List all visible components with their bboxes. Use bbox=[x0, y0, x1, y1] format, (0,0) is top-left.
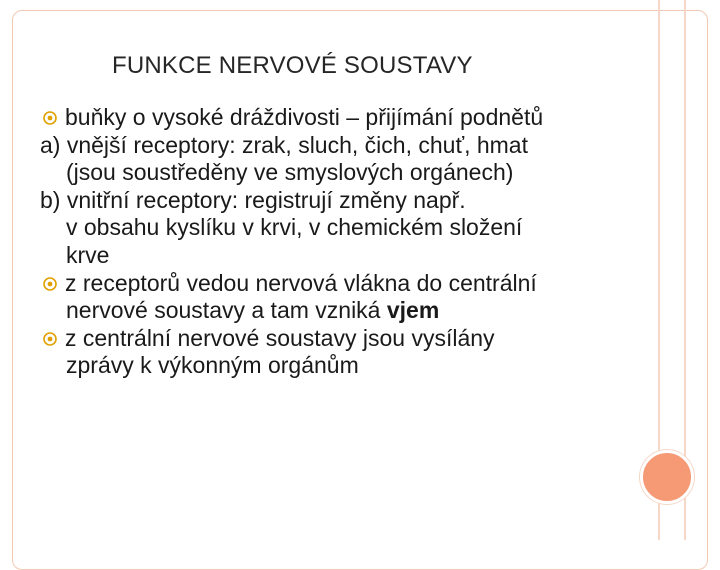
list-item-continuation bbox=[40, 352, 655, 380]
bullet-item bbox=[40, 270, 655, 298]
line-text: nervové soustavy a tam vzniká bbox=[66, 297, 387, 324]
list-item bbox=[40, 132, 655, 160]
list-item-continuation bbox=[40, 242, 655, 270]
decorative-circle bbox=[640, 450, 694, 504]
line-text: zprávy k výkonným orgánům bbox=[66, 352, 359, 379]
line-text: a) vnější receptory: zrak, sluch, čich, chuť, hmat bbox=[40, 131, 528, 158]
line-text: (jsou soustředěny ve smyslových orgánech) bbox=[66, 159, 514, 186]
line-text: krve bbox=[66, 241, 110, 268]
slide-title: FUNKCE NERVOVÉ SOUSTAVY bbox=[112, 52, 473, 79]
bullet-item bbox=[40, 325, 655, 353]
line-text: v obsahu kyslíku v krvi, v chemickém složení bbox=[66, 214, 523, 241]
bullet-text: z centrální nervové soustavy jsou vysílány bbox=[65, 324, 495, 351]
sunburst-bullet-icon bbox=[43, 332, 57, 346]
list-item-continuation bbox=[40, 214, 655, 242]
bullet-text: z receptorů vedou nervová vlákna do centrální bbox=[65, 269, 537, 296]
bullet-text: buňky o vysoké dráždivosti – přijímání podnětů bbox=[65, 104, 544, 130]
bullet-item bbox=[40, 104, 655, 132]
list-item-continuation bbox=[40, 159, 655, 187]
slide-content bbox=[40, 104, 655, 380]
list-item bbox=[40, 187, 655, 215]
emphasized-term: vjem bbox=[386, 297, 440, 324]
line-text: b) vnitřní receptory: registrují změny např. bbox=[40, 186, 466, 213]
sunburst-bullet-icon bbox=[43, 111, 57, 125]
list-item-continuation bbox=[40, 297, 655, 325]
sunburst-bullet-icon bbox=[43, 277, 57, 291]
